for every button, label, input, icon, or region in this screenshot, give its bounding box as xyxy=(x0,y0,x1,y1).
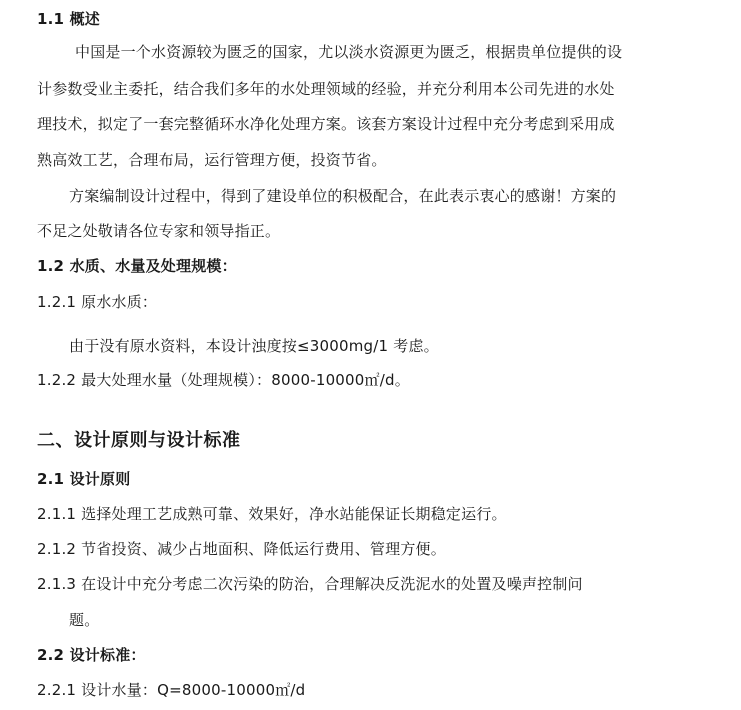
section-1-2-1-heading: 1.2.1 原水水质： xyxy=(37,293,158,311)
paragraph-2-line-1: 方案编制设计过程中，得到了建设单位的积极配合，在此表示衷心的感谢！方案的 xyxy=(69,187,617,205)
section-2-1-heading: 2.1 设计原则 xyxy=(37,470,131,488)
item-2-1-2: 2.1.2 节省投资、减少占地面积、降低运行费用、管理方便。 xyxy=(37,540,446,558)
section-1-2-heading: 1.2 水质、水量及处理规模： xyxy=(37,257,237,275)
section-1-2-1-text: 由于没有原水资料，本设计浊度按≤3000mg/1 考虑。 xyxy=(69,337,439,355)
section-1-2-2-heading: 1.2.2 最大处理水量（处理规模）：8000-10000㎡/d。 xyxy=(37,371,410,389)
item-2-2-1: 2.2.1 设计水量：Q=8000-10000㎡/d xyxy=(37,681,306,699)
paragraph-1-line-4: 熟高效工艺，合理布局，运行管理方便，投资节省。 xyxy=(37,151,387,169)
item-2-1-3-line-1: 2.1.3 在设计中充分考虑二次污染的防治，合理解决反洗泥水的处置及噪声控制问 xyxy=(37,575,583,593)
item-2-1-1: 2.1.1 选择处理工艺成熟可靠、效果好，净水站能保证长期稳定运行。 xyxy=(37,505,507,523)
section-2-2-heading: 2.2 设计标准： xyxy=(37,646,146,664)
section-1-1-heading: 1.1 概述 xyxy=(37,10,100,28)
paragraph-2-line-2: 不足之处敬请各位专家和领导指正。 xyxy=(37,222,281,240)
item-2-1-3-line-2: 题。 xyxy=(69,611,100,629)
chapter-2-heading: 二、设计原则与设计标准 xyxy=(37,430,241,451)
paragraph-1-line-3: 理技术，拟定了一套完整循环水净化处理方案。该套方案设计过程中充分考虑到采用成 xyxy=(37,115,615,133)
paragraph-1-line-2: 计参数受业主委托，结合我们多年的水处理领域的经验，并充分利用本公司先进的水处 xyxy=(37,80,615,98)
paragraph-1-line-1: 中国是一个水资源较为匮乏的国家，尤以淡水资源更为匮乏，根据贵单位提供的设 xyxy=(75,43,623,61)
